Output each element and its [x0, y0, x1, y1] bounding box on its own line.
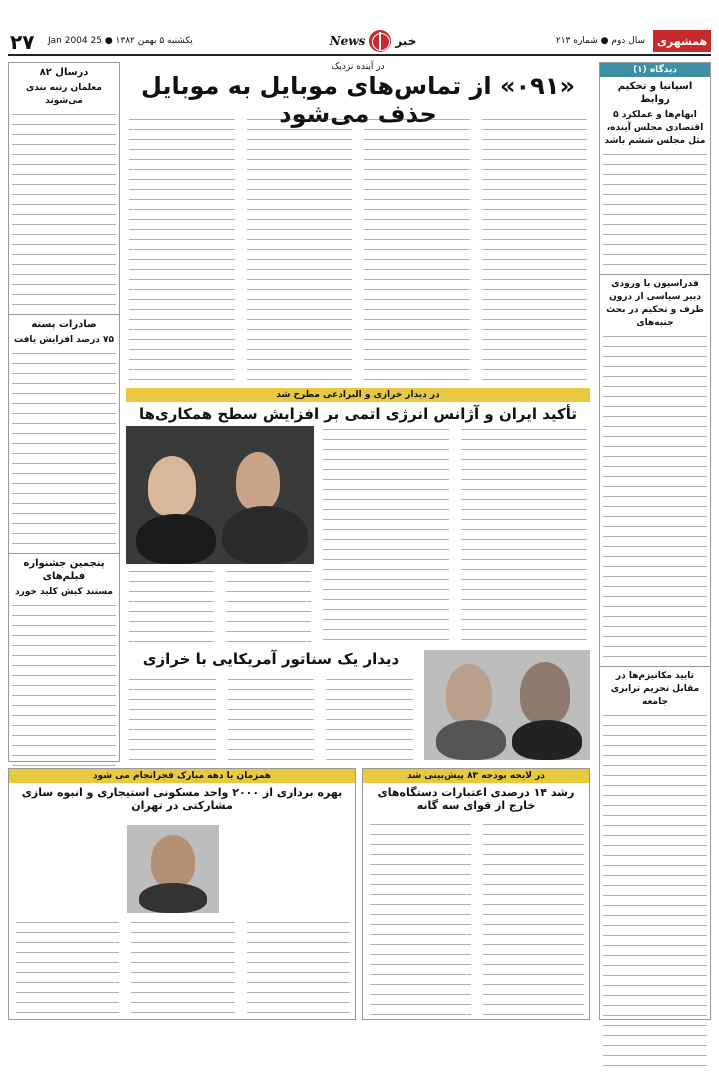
story2-body — [320, 426, 590, 644]
story2-header — [126, 388, 590, 422]
kharazi-elbaradei-photo — [126, 426, 314, 564]
bottom-left-headline: بهره برداری از ۲۰۰۰ واحد مسکونی استیجاری و انبوه سازی مشارکتی در تهران — [21, 786, 343, 812]
official-portrait — [127, 825, 219, 913]
right-column — [599, 62, 711, 1020]
left-sub: معلمان رتبه بندی می‌شوند — [26, 83, 102, 106]
logo-fa: خبر — [395, 34, 417, 48]
bottom-left-story — [8, 768, 356, 1020]
issue-number: سال دوم ● شماره ۲۱۳ — [555, 36, 645, 46]
story3-headline: دیدار یک سناتور آمریکایی با خرازی — [142, 650, 400, 668]
left-sub-3: مستند کیش کلید خورد — [14, 587, 113, 597]
newspaper-brand: همشهری — [653, 30, 711, 52]
story3-body — [126, 676, 416, 760]
left-sub-2: ۷۵ درصد افزایش یافت — [13, 335, 115, 345]
column-item-title: اسپانیا و تحکیم روابط — [617, 81, 693, 105]
story2-body-lower — [126, 568, 314, 644]
globe-icon — [369, 30, 391, 52]
page-number: ۲۷ — [10, 30, 35, 54]
senator-photo — [424, 650, 590, 760]
left-section-3: پنجمین جشنواره فیلم‌های — [23, 558, 105, 582]
bottom-right-headline: رشد ۱۴ درصدی اعتبارات دستگاه‌های خارج از قوای سه گانه — [377, 786, 575, 812]
column-item-2: فدراسیون با ورودی دبیر سیاسی از درون ظرف و تحکیم در بحث جنبه‌های — [606, 279, 704, 328]
left-title: درسال ۸۲ — [39, 67, 89, 78]
story3-header — [126, 650, 416, 672]
column-item-sub: ابهام‌ها و عملکرد ۵ اقتصادی مجلس آینده، مثل مجلس ششم باشد — [604, 110, 706, 146]
bottom-right-kicker: در لایحه بودجه ۸۳ پیش‌بینی شد — [363, 769, 589, 783]
section-logo — [318, 28, 428, 54]
logo-en: News — [329, 34, 366, 48]
bottom-right-story — [362, 768, 590, 1020]
story2-headline: تأکید ایران و آژانس انرژی اتمی بر افزایش سطح همکاری‌ها — [138, 405, 578, 423]
column-header: دیدگاه (۱) — [600, 63, 710, 77]
page-header — [8, 28, 711, 56]
left-column — [8, 62, 120, 762]
main-headline: «۰۹۱» از تماس‌های موبایل به موبایل حذف می‌شود — [141, 72, 575, 128]
bottom-left-kicker: همزمان با دهه مبارک فجرانجام می شود — [9, 769, 355, 783]
story2-kicker: در دیدار خرازی و البرادعی مطرح شد — [126, 388, 590, 402]
main-story-header — [126, 62, 590, 128]
main-story-body — [126, 116, 590, 384]
column-item-3: تایید مکانیزم‌ها در مقابل تحریم ترابری جامعه — [610, 671, 700, 707]
issue-date: یکشنبه ۵ بهمن ۱۳۸۲ ● 25 Jan 2004 — [48, 36, 193, 46]
left-section-2: صادرات پسته — [31, 319, 97, 330]
main-kicker: در آینده نزدیک — [331, 62, 385, 72]
